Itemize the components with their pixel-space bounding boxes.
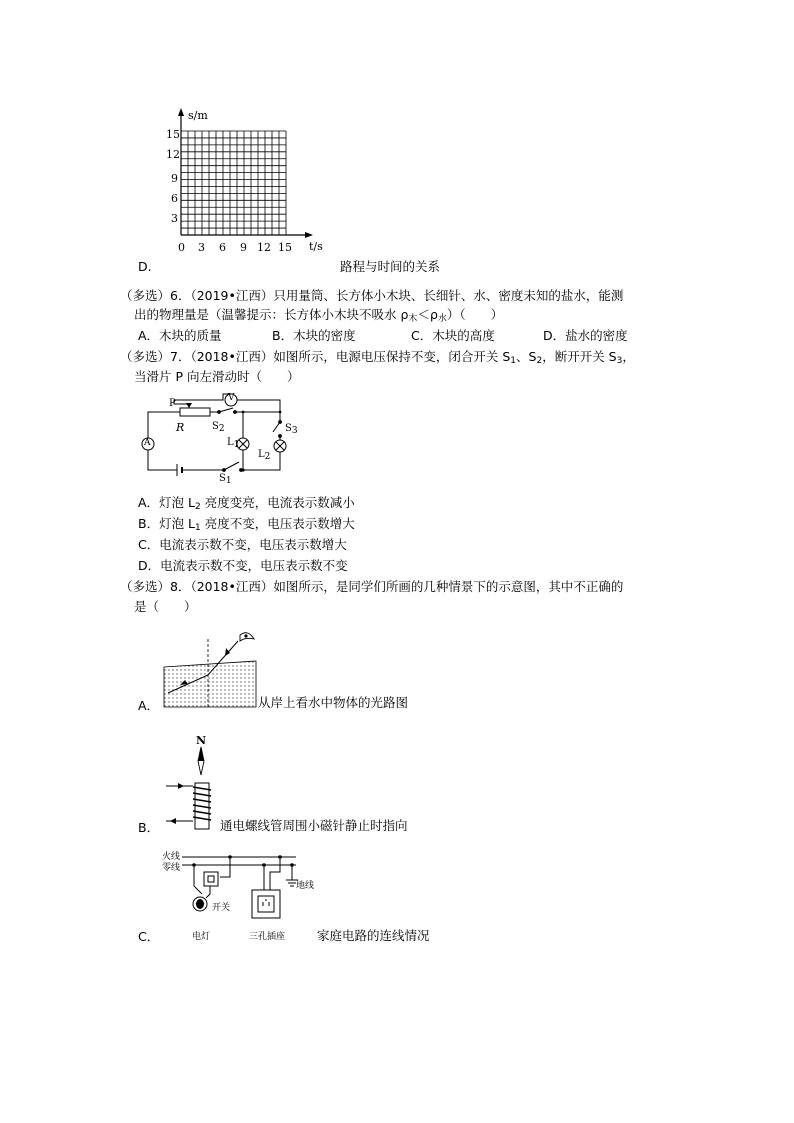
x-tick: 15	[278, 241, 292, 254]
circuit-voltmeter-label: V	[228, 393, 235, 403]
q8-option-b-caption: 通电螺线管周围小磁针静止时指向	[220, 818, 408, 833]
q7-option-d[interactable]: D．电流表示数不变，电压表示数不变	[138, 558, 348, 573]
y-tick: 9	[171, 172, 178, 185]
q5-option-d-label: D.	[138, 259, 152, 274]
q7-stem-line2: 当滑片 P 向左滑动时（ ）	[134, 369, 300, 384]
q6-option-a[interactable]: A．木块的质量	[138, 328, 222, 343]
q6-stem-line1: （多选）6．（2019•江西）只用量筒、长方体小木块、长细针、水、密度未知的盐水，能测	[120, 288, 624, 303]
circuit-l1-label: $L_1$	[227, 437, 240, 450]
q6-option-c[interactable]: C．木块的高度	[411, 328, 495, 343]
y-tick: 15	[166, 128, 180, 141]
ground-line-label: 地线	[296, 881, 315, 891]
circuit-s3-label: $S_3$	[285, 423, 298, 436]
circuit-ammeter-label: A	[144, 438, 151, 448]
q8-option-a-label[interactable]: A．	[138, 698, 160, 713]
q5-graph-caption: 路程与时间的关系	[340, 259, 441, 274]
lamp-label: 电灯	[192, 932, 211, 942]
light-refraction-diagram	[160, 625, 260, 710]
socket-label: 三孔插座	[249, 932, 286, 942]
circuit-l2-label: $L_2$	[258, 449, 271, 462]
compass-north-label: N	[196, 734, 207, 747]
q8-stem-line2: 是（ ）	[134, 599, 197, 614]
q7-option-c[interactable]: C．电流表示数不变，电压表示数增大	[138, 537, 347, 552]
y-tick: 12	[166, 148, 180, 161]
q7-option-a[interactable]: A．灯泡 $L_2$ 亮度变亮，电流表示数减小	[138, 495, 355, 512]
x-axis-unit: t/s	[309, 240, 323, 253]
q7-option-b[interactable]: B．灯泡 $L_1$ 亮度不变，电压表示数增大	[138, 516, 355, 533]
x-tick: 3	[198, 241, 205, 254]
q8-option-c-caption: 家庭电路的连线情况	[317, 928, 430, 943]
x-tick: 6	[219, 241, 226, 254]
fire-line-label: 火线	[162, 852, 181, 862]
x-tick: 12	[257, 241, 271, 254]
q7-stem-line1: （多选）7．（2018•江西）如图所示，电源电压保持不变，闭合开关 $S_1$、$S_2$，断开开关 $S_3$，	[120, 349, 635, 366]
q6-option-b[interactable]: B．木块的密度	[272, 328, 356, 343]
x-tick: 0	[178, 241, 185, 254]
y-tick: 3	[171, 212, 178, 225]
solenoid-compass-diagram	[160, 733, 220, 833]
q8-option-a-caption: 从岸上看水中物体的光路图	[258, 695, 409, 710]
q8-stem-line1: （多选）8．（2018•江西）如图所示，是同学们所画的几种情景下的示意图，其中不正确的	[120, 579, 624, 594]
q6-option-d[interactable]: D．盐水的密度	[543, 328, 628, 343]
switch-label: 开关	[212, 903, 231, 913]
circuit-s1-label: $S_1$	[219, 473, 232, 486]
x-tick: 9	[240, 241, 247, 254]
y-axis-unit: s/m	[188, 109, 208, 122]
household-circuit-diagram	[160, 850, 310, 930]
neutral-line-label: 零线	[162, 863, 181, 873]
q8-option-c-label[interactable]: C．	[138, 929, 160, 944]
y-tick: 6	[171, 192, 178, 205]
q6-stem-line2: 出的物理量是（温馨提示：长方体小木块不吸水 $\rho_木<\rho_水$）（ ）	[134, 307, 504, 324]
q8-option-b-label[interactable]: B．	[138, 820, 160, 835]
circuit-resistor-label: R	[176, 421, 185, 434]
circuit-s2-label: $S_2$	[212, 421, 225, 434]
circuit-slider-label: P	[169, 398, 176, 409]
